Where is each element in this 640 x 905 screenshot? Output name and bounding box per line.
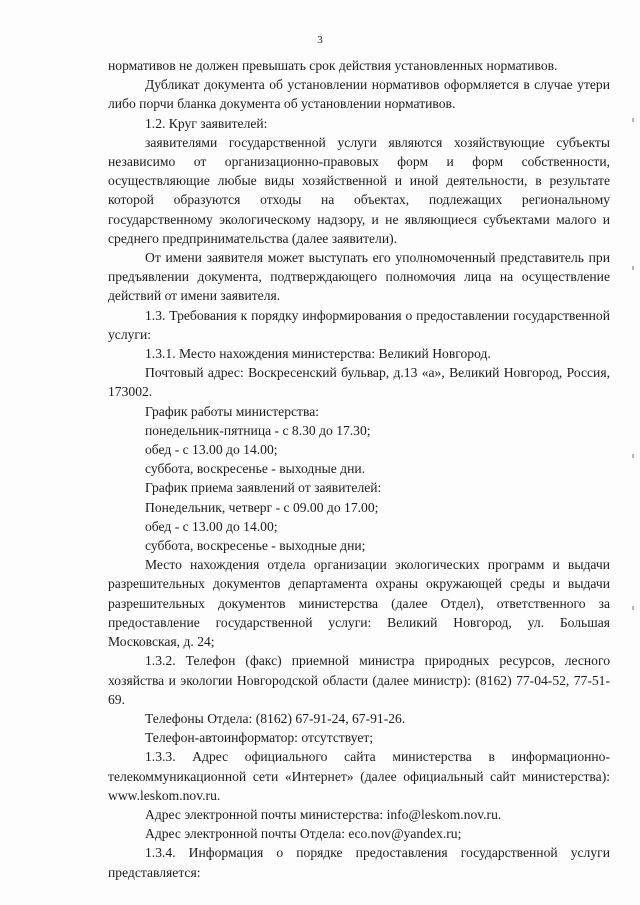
paragraph-autoinformer: Телефон-автоинформатор: отсутствует; [145, 730, 374, 746]
paragraph-applicants: заявителями государственной услуги являются хозяйствующие субъекты независимо от организационно-правовых форм и форм собственности, осуществляющие любые виды хозяйственной и иной деятельности, в результате которой образуются отходы на объектах, подлежащих региональному государственному экологическому надзору, и не являющиеся субъектами малого и среднего предпринимательства (далее заявители). [108, 134, 610, 246]
paragraph-postal-address: Почтовый адрес: Воскресенский бульвар, д.13 «а», Великий Новгород, Россия, 173002. [108, 365, 610, 400]
reception-days: Понедельник, четверг - с 09.00 до 17.00; [145, 499, 379, 515]
paragraph-department-email: Адрес электронной почты Отдела: eco.nov@yandex.ru; [145, 826, 462, 842]
section-heading-1-2: 1.2. Круг заявителей: [145, 115, 268, 131]
schedule-weekdays: понедельник-пятница - с 8.30 до 17.30; [145, 422, 371, 438]
schedule-weekend: суббота, воскресенье - выходные дни. [145, 461, 366, 477]
scan-edge-mark [632, 454, 634, 458]
paragraph-representative: От имени заявителя может выступать его уполномоченный представитель при предъявлении документа, подтверждающего полномочия лица на осуществление действий от имени заявителя. [108, 250, 610, 304]
paragraph-information-procedure: 1.3.4. Информация о порядке предоставления государственной услуги представляется: [108, 845, 610, 880]
paragraph-reception-phone: 1.3.2. Телефон (факс) приемной министра природных ресурсов, лесного хозяйства и экологии Новгородской области (далее министр): (8162) 77-04-52, 77-51-69. [108, 653, 610, 707]
reception-lunch: обед - с 13.00 до 14.00; [145, 518, 278, 534]
reception-heading: График приема заявлений от заявителей: [145, 480, 382, 496]
paragraph-continuation: нормативов не должен превышать срок действия установленных нормативов. [108, 58, 558, 73]
scan-edge-mark [632, 266, 634, 270]
schedule-heading: График работы министерства: [145, 403, 320, 419]
paragraph-duplicate-document: Дубликат документа об установлении нормативов оформляется в случае утери либо порчи бланка документа об установлении нормативов. [108, 77, 610, 112]
scan-edge-mark [632, 118, 634, 122]
paragraph-ministry-email: Адрес электронной почты министерства: info@leskom.nov.ru. [145, 806, 502, 822]
paragraph-official-website: 1.3.3. Адрес официального сайта министерства в информационно-телекоммуникационной сети «Интернет» (далее официальный сайт министерства): www.leskom.nov.ru. [108, 749, 610, 803]
document-body [108, 56, 610, 882]
schedule-lunch: обед - с 13.00 до 14.00; [145, 442, 278, 458]
scan-edge-mark [632, 606, 634, 610]
page-number: 3 [317, 34, 323, 46]
reception-weekend: суббота, воскресенье - выходные дни; [145, 538, 366, 554]
paragraph-department-phones: Телефоны Отдела: (8162) 67-91-24, 67-91-26. [145, 710, 406, 726]
section-heading-1-3: 1.3. Требования к порядку информирования о предоставлении государственной услуги: [108, 307, 610, 342]
paragraph-ministry-location: 1.3.1. Место нахождения министерства: Великий Новгород. [145, 346, 491, 362]
paragraph-department-location: Место нахождения отдела организации экологических программ и выдачи разрешительных документов департамента охраны окружающей среды и выдачи разрешительных документов министерства (далее Отдел), ответственного за предоставление государственной услуги: Великий Новгород, ул. Большая Московская, д. 24; [108, 557, 610, 650]
